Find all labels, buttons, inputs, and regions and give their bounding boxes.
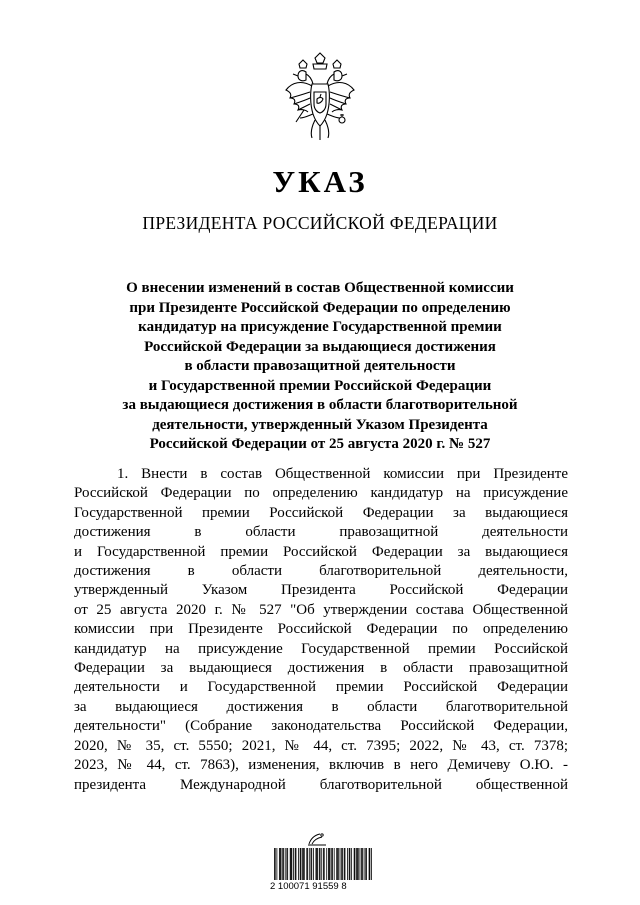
barcode-bar: [355, 848, 356, 880]
barcode-bar: [300, 848, 301, 880]
barcode-bar: [344, 848, 345, 880]
barcode-bar: [366, 848, 367, 880]
barcode-bar: [306, 848, 307, 880]
barcode-bar: [319, 848, 320, 880]
body-line: достижения в области правозащитной деятельности: [74, 524, 568, 541]
barcode-bar: [330, 848, 331, 880]
barcode-bar: [349, 848, 350, 880]
barcode-bar: [281, 848, 282, 880]
document-title: УКАЗ: [272, 164, 368, 199]
barcode-bar: [296, 848, 297, 880]
barcode-bar: [274, 848, 275, 880]
barcode-bar: [316, 848, 317, 880]
barcode-bar: [358, 848, 359, 880]
barcode-bar: [360, 848, 361, 880]
barcode-bar: [341, 848, 342, 880]
document-barcode: [270, 832, 376, 894]
barcode-bar: [338, 848, 339, 880]
barcode-bar: [279, 848, 280, 880]
barcode-digits: 2 100071 91559 8: [270, 881, 347, 892]
barcode-bar: [347, 848, 348, 880]
barcode-bars: [274, 848, 372, 880]
barcode-bar: [280, 848, 281, 880]
heading-line: и Государственной премии Российской Федерации: [148, 377, 492, 394]
barcode-bar: [345, 848, 346, 880]
body-line: Федерации за выдающиеся достижения в области правозащитной: [74, 660, 568, 677]
barcode-bar: [302, 848, 303, 880]
heading-line: за выдающиеся достижения в области благотворительной: [122, 397, 518, 413]
body-line: достижения в области благотворительной деятельности,: [74, 563, 568, 580]
barcode-bar: [282, 848, 283, 880]
body-line: Государственной премии Российской Федерации за выдающиеся: [74, 504, 568, 521]
barcode-bar: [287, 848, 288, 880]
body-line: Российской Федерации по определению кандидатур на присуждение: [74, 485, 568, 502]
body-line: комиссии при Президенте Российской Федерации по определению: [74, 621, 568, 638]
barcode-bar: [336, 848, 337, 880]
barcode-bar: [334, 848, 335, 880]
decree-heading: [70, 279, 570, 455]
body-line: деятельности и Государственной премии Российской Федерации: [74, 679, 568, 696]
document-subtitle: ПРЕЗИДЕНТА РОССИЙСКОЙ ФЕДЕРАЦИИ: [142, 213, 498, 233]
body-line: от 25 августа 2020 г. № 527 "Об утверждении состава Общественной: [74, 601, 568, 618]
barcode-bar: [361, 848, 362, 880]
heading-line: кандидатур на присуждение Государственной премии: [138, 319, 502, 335]
barcode-bar: [362, 848, 363, 880]
barcode-bar: [298, 848, 299, 880]
barcode-bar: [307, 848, 308, 880]
body-line: деятельности" (Собрание законодательства Российской Федерации,: [74, 718, 568, 735]
barcode-bar: [350, 848, 351, 880]
barcode-bar: [311, 848, 312, 880]
heading-line: Российской Федерации от 25 августа 2020 г. № 527: [149, 436, 491, 452]
barcode-bar: [340, 848, 341, 880]
barcode-bar: [285, 848, 286, 880]
barcode-bar: [291, 848, 292, 880]
barcode-bar: [290, 848, 291, 880]
barcode-bar: [276, 848, 277, 880]
barcode-bar: [351, 848, 352, 880]
barcode-bar: [369, 848, 370, 880]
barcode-bar: [309, 848, 310, 880]
barcode-bar: [320, 848, 321, 880]
heading-line: О внесении изменений в состав Общественной комиссии: [126, 280, 514, 296]
barcode-bar: [365, 848, 366, 880]
barcode-bar: [357, 848, 358, 880]
barcode-bar: [311, 848, 312, 880]
body-line: за выдающиеся достижения в области благотворительной: [74, 698, 568, 715]
body-line: и Государственной премии Российской Федерации за выдающиеся: [74, 543, 568, 560]
barcode-bar: [301, 848, 302, 880]
heading-line: деятельности, утвержденный Указом Президента: [152, 416, 488, 433]
barcode-bar: [337, 848, 338, 880]
press-logo-icon: [306, 832, 328, 846]
barcode-bar: [371, 848, 372, 880]
barcode-bar: [326, 848, 327, 880]
barcode-bar: [303, 848, 304, 880]
body-line: 2020, № 35, ст. 5550; 2021, № 44, ст. 7395; 2022, № 43, ст. 7378;: [74, 737, 568, 754]
barcode-bar: [329, 848, 330, 880]
barcode-bar: [286, 848, 287, 880]
barcode-bar: [321, 848, 322, 880]
barcode-bar: [364, 848, 365, 880]
barcode-bar: [293, 848, 294, 880]
barcode-bar: [354, 848, 355, 880]
barcode-bar: [304, 848, 305, 880]
body-line: 1. Внести в состав Общественной комиссии при Президенте: [117, 466, 568, 482]
barcode-bar: [316, 848, 317, 880]
body-line: 2023, № 44, ст. 7863), изменения, включив в него Демичеву О.Ю. -: [74, 757, 568, 774]
barcode-bar: [342, 848, 343, 880]
decree-body-paragraph: [74, 465, 568, 795]
heading-line: в области правозащитной деятельности: [184, 358, 456, 374]
coat-of-arms-icon: [282, 52, 358, 142]
barcode-bar: [291, 848, 292, 880]
barcode-bar: [313, 848, 314, 880]
body-line: утвержденный Указом Президента Российской Федерации: [74, 582, 568, 599]
barcode-bar: [328, 848, 329, 880]
heading-line: при Президенте Российской Федерации по определению: [129, 299, 511, 316]
barcode-bar: [332, 848, 333, 880]
barcode-bar: [323, 848, 324, 880]
heading-line: Российской Федерации за выдающиеся достижения: [144, 338, 496, 355]
body-line: кандидатур на присуждение Государственной премии Российской: [74, 640, 568, 657]
barcode-bar: [324, 848, 325, 880]
barcode-bar: [283, 848, 284, 880]
barcode-bar: [275, 848, 276, 880]
barcode-bar: [295, 848, 296, 880]
barcode-bar: [331, 848, 332, 880]
body-line: президента Международной благотворительной общественной: [74, 776, 568, 793]
barcode-bar: [370, 848, 371, 880]
barcode-bar: [356, 848, 357, 880]
barcode-bar: [317, 848, 318, 880]
